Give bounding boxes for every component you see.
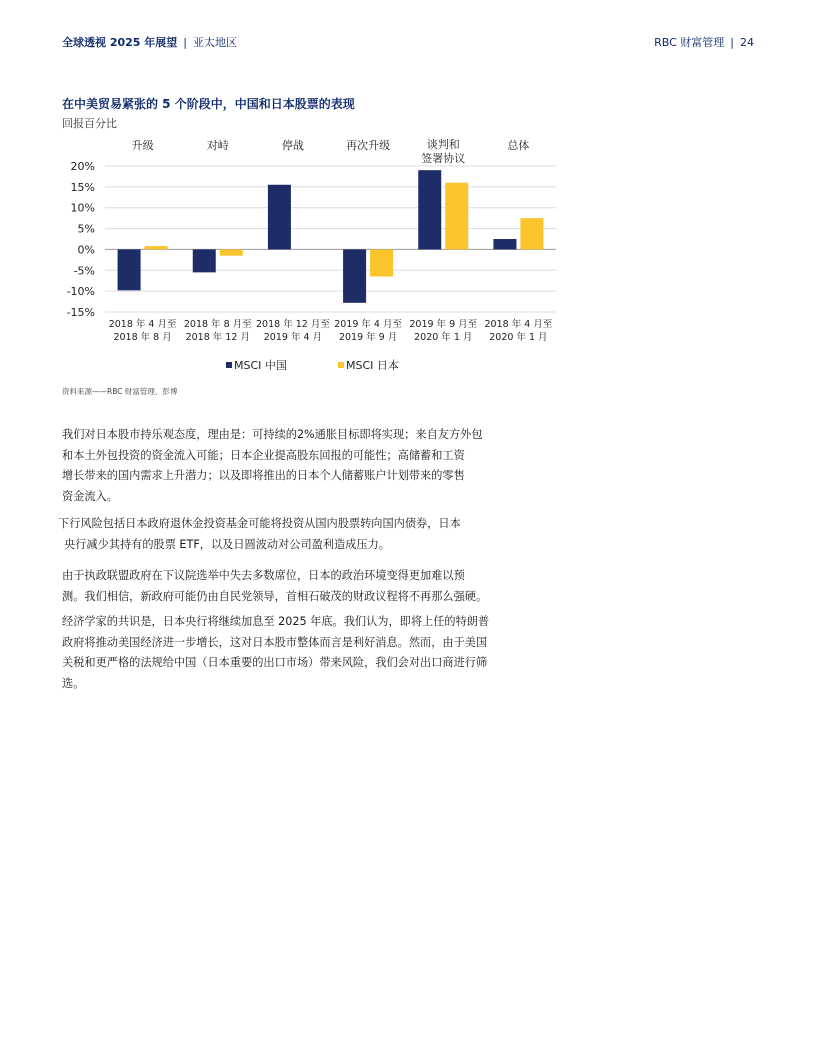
header-separator-right: | [730, 36, 734, 49]
header-separator: | [183, 36, 187, 49]
x-category-label: 2019 年 9 月 [338, 332, 398, 343]
paragraph-line: 政府将推动美国经济进一步增长，这对日本股市整体而言是利好消息。然而，由于美国 [62, 635, 488, 649]
chart-source: 资料来源——RBC 财富管理、彭博 [62, 387, 178, 396]
phase-label: 谈判和 [426, 138, 460, 151]
x-category-label: 2018 年 4 月至 [108, 319, 177, 330]
paragraph-2 [58, 514, 578, 555]
paragraph-3 [62, 566, 582, 607]
x-category-label: 2020 年 1 月 [414, 332, 473, 343]
msci-china-bar [493, 239, 516, 249]
phase-label: 停战 [281, 139, 304, 152]
y-tick-label: -10% [66, 285, 95, 299]
page-number: 24 [740, 36, 754, 49]
paragraph-line: 由于执政联盟政府在下议院选举中失去多数席位，日本的政治环境变得更加难以预 [62, 569, 465, 582]
x-category-label: 2019 年 4 月 [263, 332, 323, 343]
msci-china-bar [118, 249, 141, 290]
msci-china-bar [268, 185, 291, 250]
msci-japan-bar [520, 218, 543, 249]
bar-chart [60, 132, 570, 382]
x-category-label: 2018 年 12 月 [185, 332, 250, 343]
y-tick-label: 10% [70, 201, 95, 215]
msci-japan-bar [220, 249, 243, 255]
y-tick-label: 15% [70, 180, 95, 194]
legend-label-japan: MSCI 日本 [346, 359, 399, 372]
paragraph-4 [62, 612, 582, 694]
msci-china-bar [343, 249, 366, 302]
x-category-label: 2018 年 8 月 [113, 332, 172, 343]
msci-china-bar [418, 170, 441, 249]
x-category-label: 2018 年 8 月至 [183, 319, 252, 330]
msci-china-bar [193, 249, 216, 272]
phase-label: 升级 [131, 139, 154, 152]
legend-swatch-japan [338, 362, 344, 368]
paragraph-line: 和本土外包投资的资金流入可能；日本企业提高股东回报的可能性；高储蓄和工资 [62, 448, 465, 462]
phase-label: 再次升级 [346, 139, 391, 152]
paragraph-line: 测。我们相信，新政府可能仍由自民党领导，首相石破茂的财政议程将不再那么强硬。 [62, 589, 488, 603]
y-tick-label: 0% [77, 243, 95, 257]
paragraph-line: 央行减少其持有的股票 ETF，以及日圆波动对公司盈利造成压力。 [64, 537, 390, 551]
x-category-label: 2018 年 12 月至 [256, 319, 330, 330]
y-tick-label: 5% [77, 222, 95, 236]
legend-label-china: MSCI 中国 [234, 359, 287, 372]
page-header-right [654, 34, 754, 50]
x-category-label: 2019 年 4 月至 [334, 319, 402, 330]
report-region: 亚太地区 [193, 36, 237, 49]
chart-ylabel: 回报百分比 [62, 117, 117, 130]
brand-name: RBC 财富管理 [654, 36, 725, 49]
x-category-label: 2019 年 9 月至 [409, 319, 478, 330]
chart-title: 在中美贸易紧张的 5 个阶段中，中国和日本股票的表现 [62, 97, 355, 111]
paragraph-line: 关税和更严格的法规给中国（日本重要的出口市场）带来风险，我们会对出口商进行筛 [62, 656, 488, 669]
y-tick-label: -5% [73, 264, 95, 278]
phase-label: 总体 [507, 139, 530, 152]
msci-japan-bar [370, 249, 393, 276]
paragraph-line: 资金流入。 [62, 489, 118, 503]
report-title: 全球透视 2025 年展望 [62, 36, 178, 49]
paragraph-line: 经济学家的共识是，日本央行将继续加息至 2025 年底。我们认为，即将上任的特朗普 [62, 615, 490, 628]
msci-japan-bar [145, 246, 168, 249]
paragraph-1 [62, 425, 582, 507]
legend-swatch-china [226, 362, 232, 368]
paragraph-line: 我们对日本股市持乐观态度，理由是：可持续的2%通胀目标即将实现；来自友方外包 [62, 428, 483, 441]
x-category-label: 2020 年 1 月 [489, 332, 548, 343]
y-tick-label: -15% [66, 306, 95, 319]
paragraph-line: 下行风险包括日本政府退休金投资基金可能将投资从国内股票转向国内债券，日本 [58, 517, 461, 530]
paragraph-line: 增长带来的国内需求上升潜力；以及即将推出的日本个人储蓄账户计划带来的零售 [62, 469, 465, 482]
y-tick-label: 20% [70, 160, 95, 173]
phase-label: 对峙 [206, 139, 229, 152]
x-category-label: 2018 年 4 月至 [484, 319, 553, 330]
paragraph-line: 选。 [62, 676, 85, 690]
phase-label: 签署协议 [421, 152, 466, 165]
report-header [62, 34, 237, 50]
msci-japan-bar [445, 183, 468, 250]
